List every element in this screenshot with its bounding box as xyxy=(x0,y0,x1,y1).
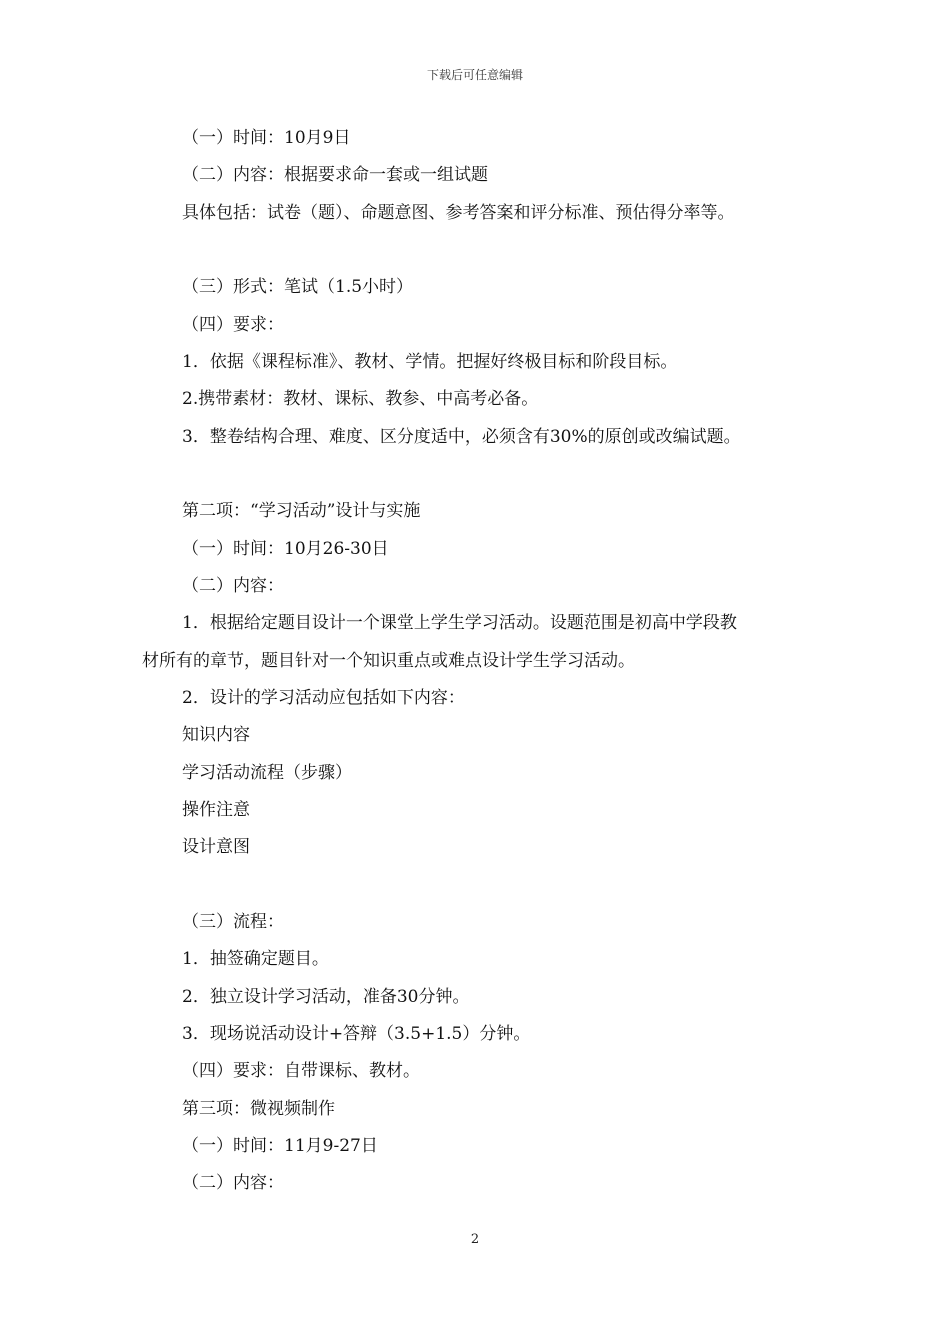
text-line: （二）内容： xyxy=(182,1173,284,1193)
text-line: （二）内容：根据要求命一套或一组试题 xyxy=(182,165,488,185)
text-line: （一）时间：10月26-30日 xyxy=(182,539,389,559)
section-heading: 第三项：微视频制作 xyxy=(182,1099,335,1119)
text-line: 1．抽签确定题目。 xyxy=(182,949,329,969)
text-line: 2.携带素材：教材、课标、教参、中高考必备。 xyxy=(182,389,539,409)
text-line: 1．根据给定题目设计一个课堂上学生学习活动。设题范围是初高中学段教 xyxy=(182,613,737,633)
text-line: （四）要求：自带课标、教材。 xyxy=(182,1061,420,1081)
text-line: 2．设计的学习活动应包括如下内容： xyxy=(182,688,465,708)
text-line: 1．依据《课程标准》、教材、学情。把握好终极目标和阶段目标。 xyxy=(182,352,678,372)
text-line: 3．现场说活动设计+答辩（3.5+1.5）分钟。 xyxy=(182,1024,531,1044)
text-line: 知识内容 xyxy=(182,725,250,745)
text-line: 具体包括：试卷（题）、命题意图、参考答案和评分标准、预估得分率等。 xyxy=(182,203,735,223)
text-line: 材所有的章节，题目针对一个知识重点或难点设计学生学习活动。 xyxy=(142,651,635,671)
page-number: 2 xyxy=(470,1232,480,1247)
text-line: 操作注意 xyxy=(182,800,250,820)
text-line: （四）要求： xyxy=(182,315,284,335)
text-line: （一）时间：10月9日 xyxy=(182,128,351,148)
text-line: 设计意图 xyxy=(182,837,250,857)
text-line: 学习活动流程（步骤） xyxy=(182,763,352,783)
page-header: 下载后可任意编辑 xyxy=(426,68,523,82)
text-line: （三）形式：笔试（1.5小时） xyxy=(182,277,414,297)
text-line: 2．独立设计学习活动，准备30分钟。 xyxy=(182,987,470,1007)
text-line: 3．整卷结构合理、难度、区分度适中，必须含有30%的原创或改编试题。 xyxy=(182,427,741,447)
text-line: （三）流程： xyxy=(182,912,284,932)
text-line: （二）内容： xyxy=(182,576,284,596)
section-heading: 第二项：“学习活动”设计与实施 xyxy=(182,501,421,521)
text-line: （一）时间：11月9-27日 xyxy=(182,1136,378,1156)
